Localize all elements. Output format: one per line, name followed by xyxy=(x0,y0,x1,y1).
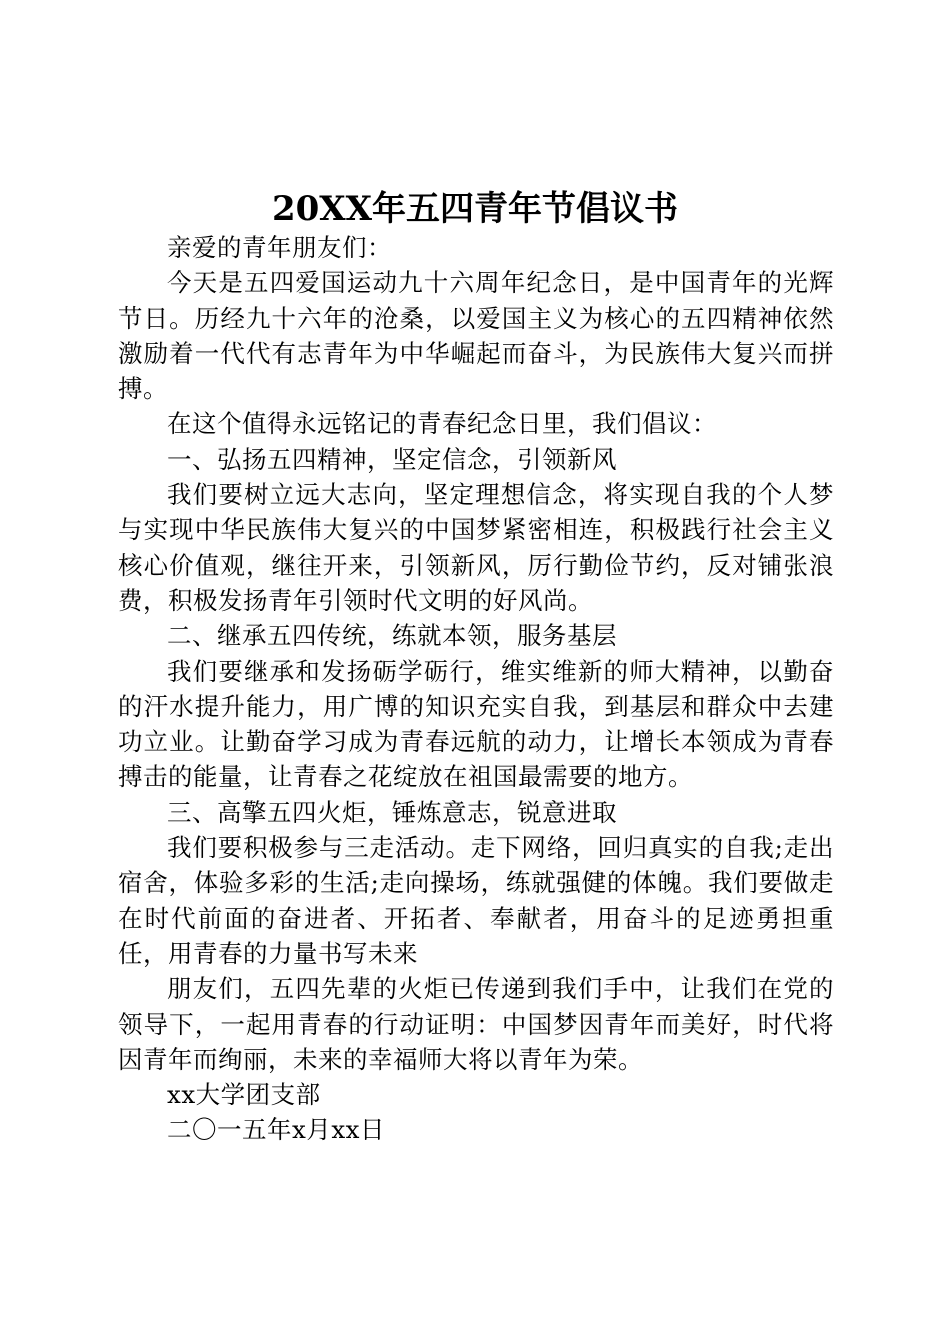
section-heading-2: 二、继承五四传统，练就本领，服务基层 xyxy=(167,621,617,651)
section-body-2: 我们要继承和发扬砺学砺行，维实维新的师大精神，以勤奋的汗水提升能力，用广博的知识充实自我，到基层和群众中去建功立业。让勤奋学习成为青春远航的动力，让增长本领成为青春搏击的能量，让青春之花绽放在祖国最需要的地方。 xyxy=(118,656,834,792)
proposal-lead: 在这个值得永远铭记的青春纪念日里，我们倡议： xyxy=(167,409,717,439)
signature-organization: xx大学团支部 xyxy=(167,1080,321,1110)
section-heading-3: 三、高擎五四火炬，锤炼意志，锐意进取 xyxy=(167,797,617,827)
section-body-1: 我们要树立远大志向，坚定理想信念，将实现自我的个人梦与实现中华民族伟大复兴的中国梦紧密相连，积极践行社会主义核心价值观，继往开来，引领新风，厉行勤俭节约，反对铺张浪费，积极发扬青年引领时代文明的好风尚。 xyxy=(118,480,834,615)
document-title: 20XX年五四青年节倡议书 xyxy=(271,189,679,229)
salutation: 亲爱的青年朋友们： xyxy=(167,233,392,262)
document-body xyxy=(118,230,834,1148)
section-body-3: 我们要积极参与三走活动。走下网络，回归真实的自我;走出宿舍，体验多彩的生活;走向操场，练就强健的体魄。我们要做走在时代前面的奋进者、开拓者、奉献者，用奋斗的足迹勇担重任，用青春的力量书写未来 xyxy=(118,833,834,968)
section-heading-1: 一、弘扬五四精神，坚定信念，引领新风 xyxy=(167,444,617,474)
signature-date: 二〇一五年x月xx日 xyxy=(167,1115,385,1145)
intro-paragraph: 今天是五四爱国运动九十六周年纪念日，是中国青年的光辉节日。历经九十六年的沧桑，以爱国主义为核心的五四精神依然激励着一代代有志青年为中华崛起而奋斗，为民族伟大复兴而拼搏。 xyxy=(118,268,834,404)
closing-paragraph: 朋友们，五四先辈的火炬已传递到我们手中，让我们在党的领导下，一起用青春的行动证明：中国梦因青年而美好，时代将因青年而绚丽，未来的幸福师大将以青年为荣。 xyxy=(118,974,834,1074)
